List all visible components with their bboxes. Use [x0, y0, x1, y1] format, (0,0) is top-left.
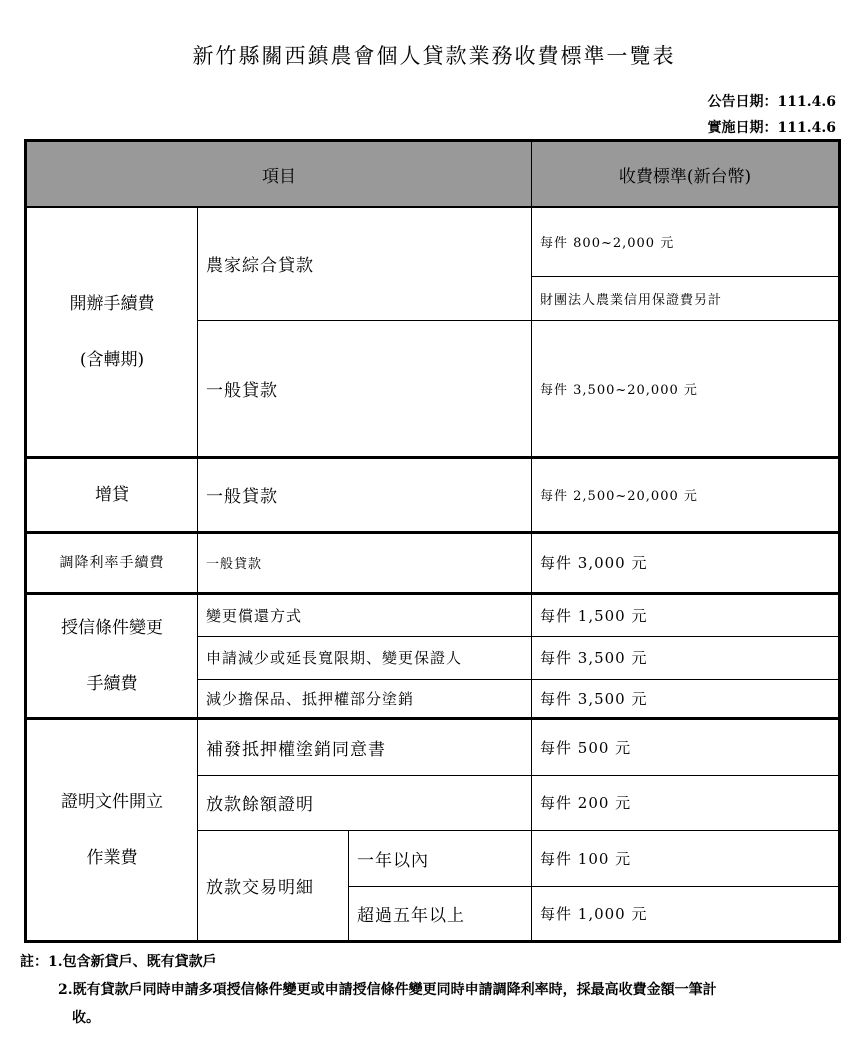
category-increase: 增貸: [26, 457, 198, 532]
category-credit-change: 授信條件變更 手續費: [26, 593, 198, 718]
announce-date: 公告日期：111.4.6: [707, 94, 836, 110]
item-grace-period-change: 申請減少或延長寬限期、變更保證人: [198, 636, 532, 679]
item-increase-loan: 一般貸款: [198, 457, 532, 532]
header-fee: 收費標準(新台幣): [532, 141, 840, 208]
fee-increase-loan: 每件 2,500~20,000 元: [532, 457, 840, 532]
fee-farmer-loan: 每件 800~2,000 元: [532, 207, 840, 276]
item-farmer-loan: 農家綜合貸款: [198, 207, 532, 320]
item-over-five-years: 超過五年以上: [349, 886, 532, 941]
fee-repayment-change: 每件 1,500 元: [532, 593, 840, 636]
effective-date: 實施日期：111.4.6: [707, 120, 836, 136]
fee-grace-period-change: 每件 3,500 元: [532, 636, 840, 679]
table-row: [26, 207, 840, 276]
item-within-one-year: 一年以內: [349, 830, 532, 886]
header-item: 項目: [26, 141, 532, 208]
table-header-row: [26, 141, 840, 208]
note-1: 註：1.包含新貸戶、既有貸款戶: [20, 954, 217, 970]
page-title: 新竹縣關西鎮農會個人貸款業務收費標準一覽表: [192, 44, 676, 68]
fee-over-five-years: 每件 1,000 元: [532, 886, 840, 941]
fee-table: [24, 139, 841, 943]
table-row: [26, 532, 840, 593]
fee-guarantee-note: 財團法人農業信用保證費另計: [532, 276, 840, 320]
category-rate-cut: 調降利率手續費: [26, 532, 198, 593]
table-row: [26, 718, 840, 775]
notes: [20, 948, 850, 1032]
fee-general-loan: 每件 3,500~20,000 元: [532, 320, 840, 457]
table-row: [26, 457, 840, 532]
fee-balance-certificate: 每件 200 元: [532, 775, 840, 830]
item-balance-certificate: 放款餘額證明: [198, 775, 532, 830]
table-row: [26, 593, 840, 636]
fee-within-one-year: 每件 100 元: [532, 830, 840, 886]
fee-collateral-reduction: 每件 3,500 元: [532, 679, 840, 718]
category-certificate: 證明文件開立 作業費: [26, 718, 198, 941]
item-general-loan: 一般貸款: [198, 320, 532, 457]
fee-reissue-consent: 每件 500 元: [532, 718, 840, 775]
item-transaction-detail: 放款交易明細: [198, 830, 349, 941]
item-repayment-change: 變更償還方式: [198, 593, 532, 636]
item-collateral-reduction: 減少擔保品、抵押權部分塗銷: [198, 679, 532, 718]
item-rate-cut-loan: 一般貸款: [198, 532, 532, 593]
item-reissue-consent: 補發抵押權塗銷同意書: [198, 718, 532, 775]
fee-rate-cut: 每件 3,000 元: [532, 532, 840, 593]
category-opening: 開辦手續費 (含轉期): [26, 207, 198, 457]
note-2: 2.既有貸款戶同時申請多項授信條件變更或申請授信條件變更同時申請調降利率時，採最高收費金額一筆計 收。: [58, 982, 717, 1026]
